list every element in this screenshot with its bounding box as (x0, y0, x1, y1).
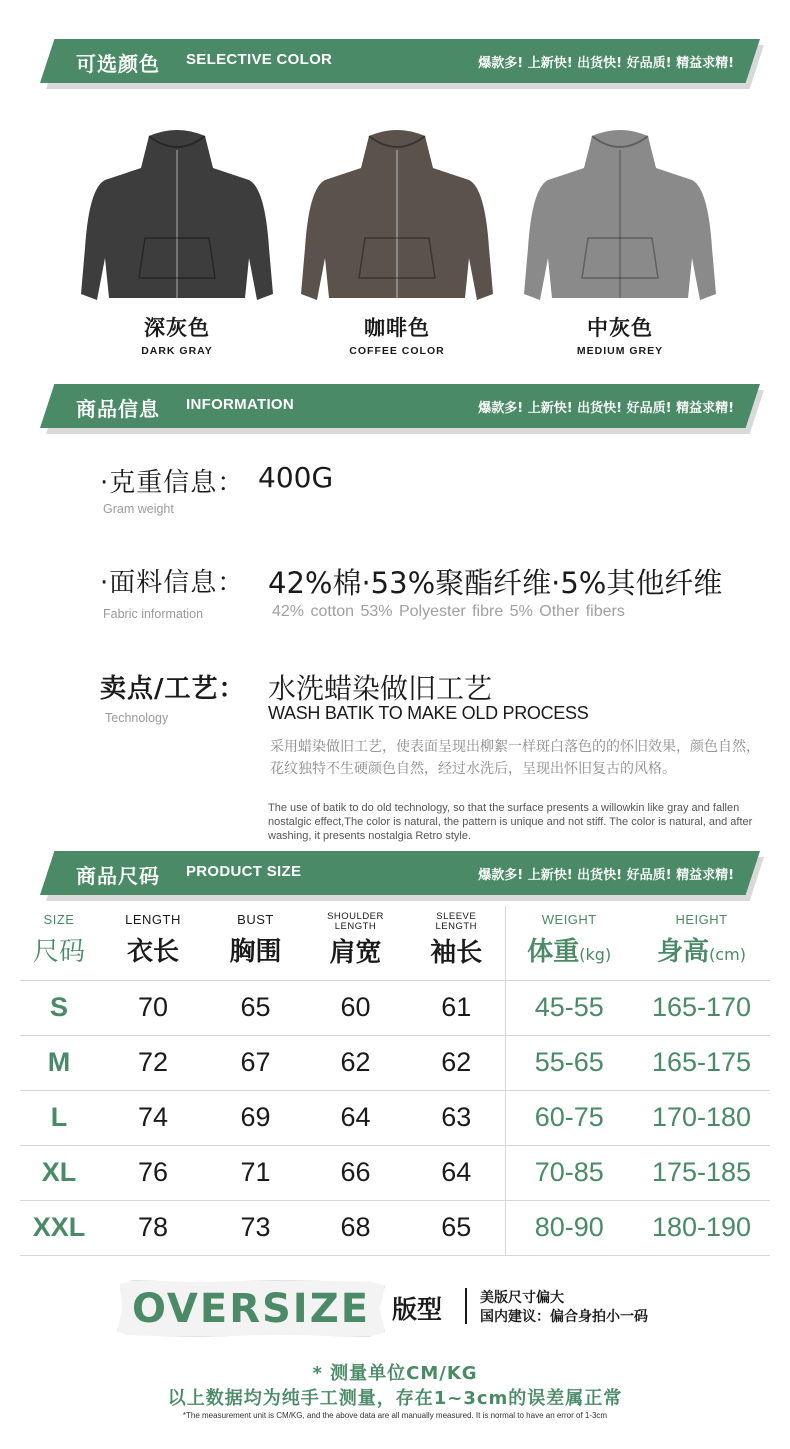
technology-value-en: WASH BATIK TO MAKE OLD PROCESS (268, 703, 589, 723)
shoulder-cell: 66 (303, 1145, 408, 1200)
length-cell: 74 (98, 1090, 208, 1145)
header-length: LENGTH 衣长 (125, 912, 181, 967)
table-row (20, 1200, 770, 1255)
color-name-cn: 中灰色 (587, 316, 653, 340)
fabric-value: 42%棉·53%聚酯纤维·5%其他纤维 (268, 566, 723, 600)
fabric-sub: Fabric information (103, 607, 204, 621)
technology-desc-cn: 采用蜡染做旧工艺，使表面呈现出柳絮一样斑白落色的的怀旧效果，颜色自然，花纹独特不生硬颜色自然，经过水洗后，呈现出怀旧复古的风格。 (270, 739, 760, 777)
header-weight: WEIGHT 体重(kg) (505, 906, 633, 980)
measurement-error-note: 以上数据均为纯手工测量，存在1~3cm的误差属正常 (167, 1388, 623, 1409)
header-shoulder: SHOULDER LENGTH 肩宽 (327, 911, 384, 968)
hoodie-image (79, 128, 275, 304)
oversize-badge (117, 1280, 385, 1337)
sleeve-cell: 64 (408, 1145, 505, 1200)
table-row (20, 1035, 770, 1090)
sleeve-cell: 62 (408, 1035, 505, 1090)
divider (465, 1288, 467, 1324)
weight-cell: 80-90 (505, 1200, 633, 1255)
fabric-label: ·面料信息： (100, 568, 245, 598)
measurement-unit-note: * 测量单位CM/KG (312, 1363, 478, 1384)
fit-note-us: 美版尺寸偏大 (480, 1290, 564, 1306)
technology-desc-en: The use of batik to do old technology, so that the surface presents a willowkin like gray and fallen nostalgic effect,The color is natural, the pattern is unique and not stiff. The color is natural, and after washing, it presents nostalgia Retro style. (268, 802, 753, 842)
size-table-header (20, 906, 770, 980)
sleeve-cell: 65 (408, 1200, 505, 1255)
fit-type-label: 版型 (392, 1295, 443, 1324)
bust-cell: 67 (208, 1035, 303, 1090)
table-row (20, 1145, 770, 1200)
banner-title-zh: 商品尺码 (76, 864, 160, 888)
color-name-en: MEDIUM GREY (576, 345, 664, 357)
technology-sub: Technology (105, 711, 169, 725)
oversize-badge-text: OVERSIZE (131, 1286, 371, 1332)
gram-weight-sub: Gram weight (103, 502, 174, 516)
shoulder-cell: 60 (303, 980, 408, 1035)
sleeve-cell: 63 (408, 1090, 505, 1145)
height-cell: 175-185 (633, 1145, 770, 1200)
color-name-cn: 咖啡色 (364, 316, 430, 340)
product-size-banner (40, 851, 760, 895)
size-table (20, 906, 770, 1256)
weight-cell: 70-85 (505, 1145, 633, 1200)
size-cell: S (20, 980, 98, 1035)
weight-cell: 60-75 (505, 1090, 633, 1145)
information-banner (40, 384, 760, 428)
height-cell: 180-190 (633, 1200, 770, 1255)
gram-weight-label: ·克重信息： (100, 468, 245, 498)
hoodie-image (522, 128, 718, 304)
color-option-medium-grey[interactable] (520, 128, 720, 357)
height-cell: 165-170 (633, 980, 770, 1035)
shoulder-cell: 68 (303, 1200, 408, 1255)
bust-cell: 69 (208, 1090, 303, 1145)
color-name-en: COFFEE COLOR (349, 345, 445, 357)
length-cell: 76 (98, 1145, 208, 1200)
banner-title-en: INFORMATION (186, 396, 295, 413)
size-cell: XL (20, 1145, 98, 1200)
banner-title-zh: 商品信息 (76, 397, 160, 421)
banner-title-en: SELECTIVE COLOR (186, 51, 333, 68)
shoulder-cell: 62 (303, 1035, 408, 1090)
header-bust: BUST 胸围 (229, 912, 282, 967)
banner-slogan: 爆款多! 上新快! 出货快! 好品质! 精益求精! (478, 401, 734, 416)
header-size: SIZE 尺码 (32, 912, 85, 967)
header-height: HEIGHT 身高(cm) (657, 912, 746, 967)
length-cell: 72 (98, 1035, 208, 1090)
header-sleeve: SLEEVE LENGTH 袖长 (430, 911, 483, 968)
size-cell: L (20, 1090, 98, 1145)
table-row (20, 980, 770, 1035)
banner-slogan: 爆款多! 上新快! 出货快! 好品质! 精益求精! (478, 868, 734, 883)
size-cell: XXL (20, 1200, 98, 1255)
color-option-coffee[interactable] (297, 128, 497, 357)
size-cell: M (20, 1035, 98, 1090)
height-cell: 165-175 (633, 1035, 770, 1090)
bust-cell: 71 (208, 1145, 303, 1200)
banner-slogan: 爆款多! 上新快! 出货快! 好品质! 精益求精! (478, 56, 734, 71)
bust-cell: 73 (208, 1200, 303, 1255)
weight-cell: 55-65 (505, 1035, 633, 1090)
technology-label: 卖点/工艺： (100, 674, 246, 704)
fit-note-domestic: 国内建议：偏合身拍小一码 (480, 1309, 648, 1325)
sleeve-cell: 61 (408, 980, 505, 1035)
fabric-value-en: 42% cotton 53% Polyester fibre 5% Other fibers (272, 603, 625, 620)
technology-value: 水洗蜡染做旧工艺 (268, 672, 493, 705)
selective-color-banner (40, 39, 760, 83)
color-name-en: DARK GRAY (141, 345, 213, 357)
hoodie-image (299, 128, 495, 304)
bust-cell: 65 (208, 980, 303, 1035)
length-cell: 78 (98, 1200, 208, 1255)
length-cell: 70 (98, 980, 208, 1035)
color-name-cn: 深灰色 (144, 316, 210, 340)
table-row (20, 1090, 770, 1145)
gram-weight-value: 400G (258, 461, 334, 494)
height-cell: 170-180 (633, 1090, 770, 1145)
weight-cell: 45-55 (505, 980, 633, 1035)
shoulder-cell: 64 (303, 1090, 408, 1145)
measurement-note-en: *The measurement unit is CM/KG, and the above data are all manually measured. It is normal to have an error of 1-3cm (182, 1411, 608, 1420)
banner-title-en: PRODUCT SIZE (186, 863, 302, 880)
color-option-dark-gray[interactable] (77, 128, 277, 357)
banner-title-zh: 可选颜色 (76, 52, 160, 76)
